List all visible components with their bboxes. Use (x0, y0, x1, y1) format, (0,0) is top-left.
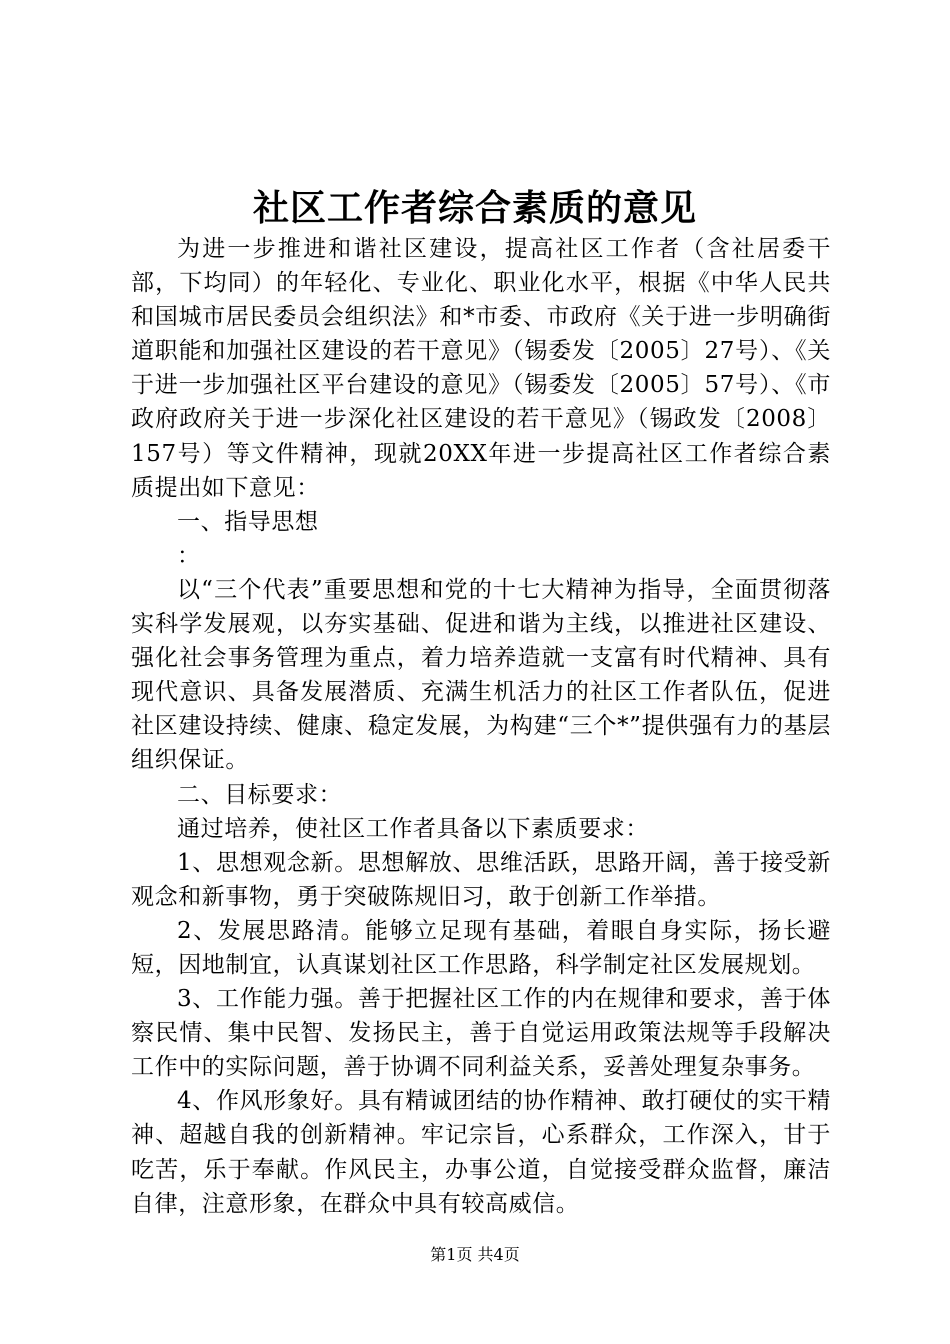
paragraph-colon: ： (177, 542, 201, 569)
paragraph-guiding-thought: 以“三个代表”重要思想和党的十七大精神为指导，全面贯彻落实科学发展观，以夯实基础、促进和谐为主线，以推进社区建设、强化社会事务管理为重点，着力培养造就一支富有时代精神、具有现代意识、具备发展潜质、充满生机活力的社区工作者队伍，促进社区建设持续、健康、稳定发展，为构建“三个*”提供强有力的基层组织保证。 (131, 576, 831, 774)
list-item-goal-3: 3、工作能力强。善于把握社区工作的内在规律和要求，善于体察民情、集中民智、发扬民主，善于自觉运用政策法规等手段解决工作中的实际问题，善于协调不同利益关系，妥善处理复杂事务。 (131, 986, 831, 1081)
section-heading-goals: 二、目标要求： (177, 781, 343, 808)
paragraph-goals-intro: 通过培养，使社区工作者具备以下素质要求： (177, 815, 649, 842)
section-heading-guiding-thought: 一、指导思想 (177, 508, 319, 535)
list-item-goal-1: 1、思想观念新。思想解放、思维活跃，思路开阔，善于接受新观念和新事物，勇于突破陈规旧习，敢于创新工作举措。 (131, 849, 831, 910)
paragraph-intro: 为进一步推进和谐社区建设，提高社区工作者（含社居委干部，下均同）的年轻化、专业化、职业化水平，根据《中华人民共和国城市居民委员会组织法》和*市委、市政府《关于进一步明确街道职能和加强社区建设的若干意见》（锡委发〔2005〕27号）、《关于进一步加强社区平台建设的意见》（锡委发〔2005〕57号）、《市政府政府关于进一步深化社区建设的若干意见》（锡政发〔2008〕157号）等文件精神，现就20XX年进一步提高社区工作者综合素质提出如下意见： (131, 236, 831, 501)
document-title: 社区工作者综合素质的意见 (252, 187, 697, 229)
list-item-goal-2: 2、发展思路清。能够立足现有基础，着眼自身实际，扬长避短，因地制宜，认真谋划社区工作思路，科学制定社区发展规划。 (131, 917, 831, 978)
document-body (131, 232, 831, 1221)
list-item-goal-4: 4、作风形象好。具有精诚团结的协作精神、敢打硬仗的实干精神、超越自我的创新精神。牢记宗旨，心系群众，工作深入，甘于吃苦，乐于奉献。作风民主，办事公道，自觉接受群众监督，廉洁自律，注意形象，在群众中具有较高威信。 (131, 1088, 831, 1217)
page-footer: 第1页 共4页 (430, 1245, 520, 1264)
